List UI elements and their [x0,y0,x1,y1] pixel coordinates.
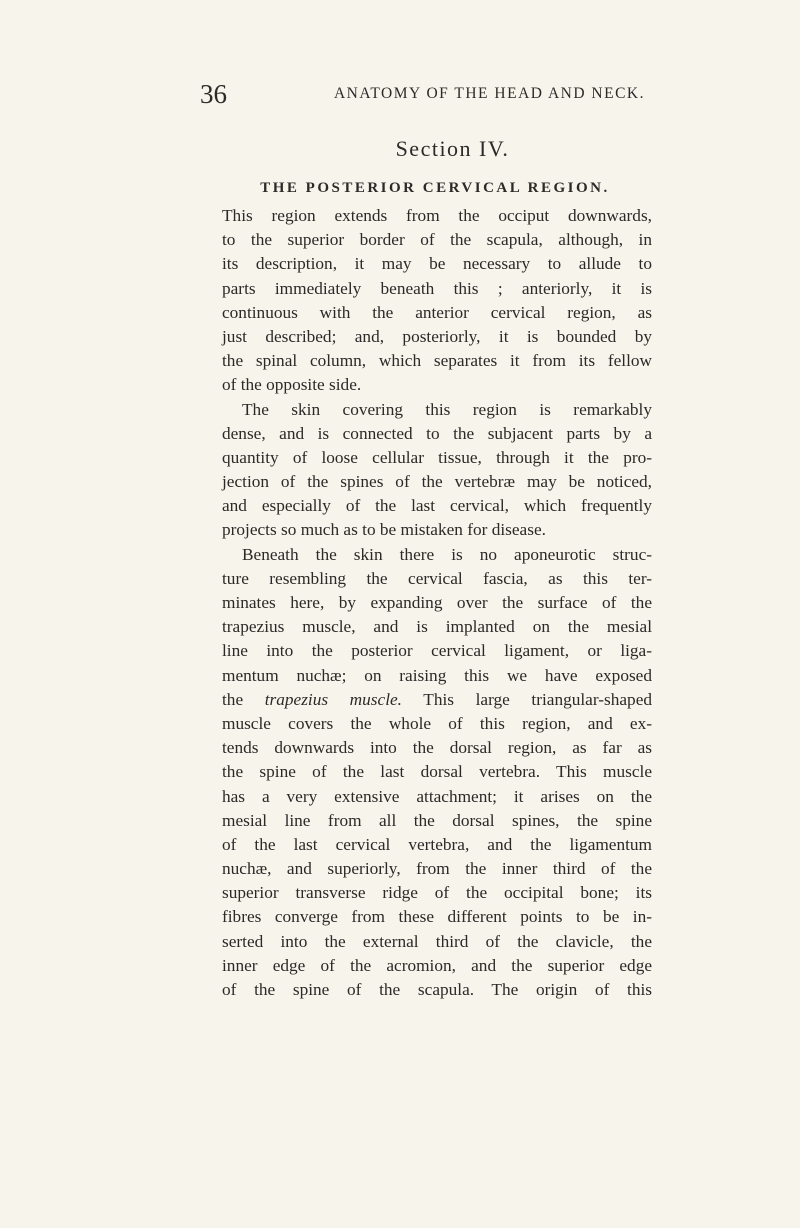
text-line: fibres converge from these different points to be in- [222,907,652,927]
text-line: the spinal column, which separates it from its fellow [222,351,652,371]
text-line: of the spine of the scapula. The origin of this [222,980,652,999]
text-line: just described; and, posteriorly, it is bounded by [222,326,652,346]
text-line: line into the posterior cervical ligament, or liga- [222,641,652,661]
text-line: minates here, by expanding over the surface of the [222,593,652,612]
text-line: nuchæ, and superiorly, from the inner third of the [222,859,652,879]
region-heading: THE POSTERIOR CERVICAL REGION. [260,180,610,196]
text-line: tends downwards into the dorsal region, as far as [222,738,652,758]
text-line-start: the [222,689,265,709]
text-line: parts immediately beneath this ; anteriorly, it is [222,278,652,298]
text-line-end: This large triangular-shaped [402,689,653,709]
text-line: continuous with the anterior cervical region, as [222,302,652,322]
text-line: and especially of the last cervical, which frequently [222,496,652,516]
page-number: 36 [200,79,227,109]
text-line: serted into the external third of the clavicle, the [222,931,652,951]
text-line: the spine of the last dorsal vertebra. This muscle [222,762,652,782]
running-title: ANATOMY OF THE HEAD AND NECK. [333,85,645,102]
text-line: ture resembling the cervical fascia, as this ter- [222,568,652,588]
text-line: mentum nuchæ; on raising this we have exposed [222,665,652,685]
body-text [222,204,652,1002]
text-line: jection of the spines of the vertebræ may be noticed, [222,472,652,492]
text-line: its description, it may be necessary to allude to [222,254,652,274]
text-line: superior transverse ridge of the occipital bone; its [222,883,652,903]
text-line: quantity of loose cellular tissue, through it the pro- [222,447,652,467]
text-line: mesial line from all the dorsal spines, the spine [222,810,652,830]
text-line: dense, and is connected to the subjacent parts by a [222,423,652,443]
text-line: This region extends from the occiput downwards, [222,206,652,225]
text-line: trapezius muscle, and is implanted on the mesial [222,617,652,637]
italic-term: trapezius muscle. [264,689,402,709]
text-line: projects so much as to be mistaken for disease. [222,520,546,540]
section-heading: Section IV. [395,136,510,161]
text-line: has a very extensive attachment; it arises on the [222,786,652,806]
text-line: muscle covers the whole of this region, and ex- [222,713,652,733]
text-line: to the superior border of the scapula, although, in [222,230,652,250]
text-line: of the last cervical vertebra, and the ligamentum [222,834,652,854]
text-line: The skin covering this region is remarkably [242,399,652,419]
text-line: inner edge of the acromion, and the superior edge [222,955,652,975]
running-head [200,76,660,112]
text-line: of the opposite side. [222,375,362,395]
text-line [222,688,652,712]
text-line: Beneath the skin there is no aponeurotic struc- [242,544,652,564]
